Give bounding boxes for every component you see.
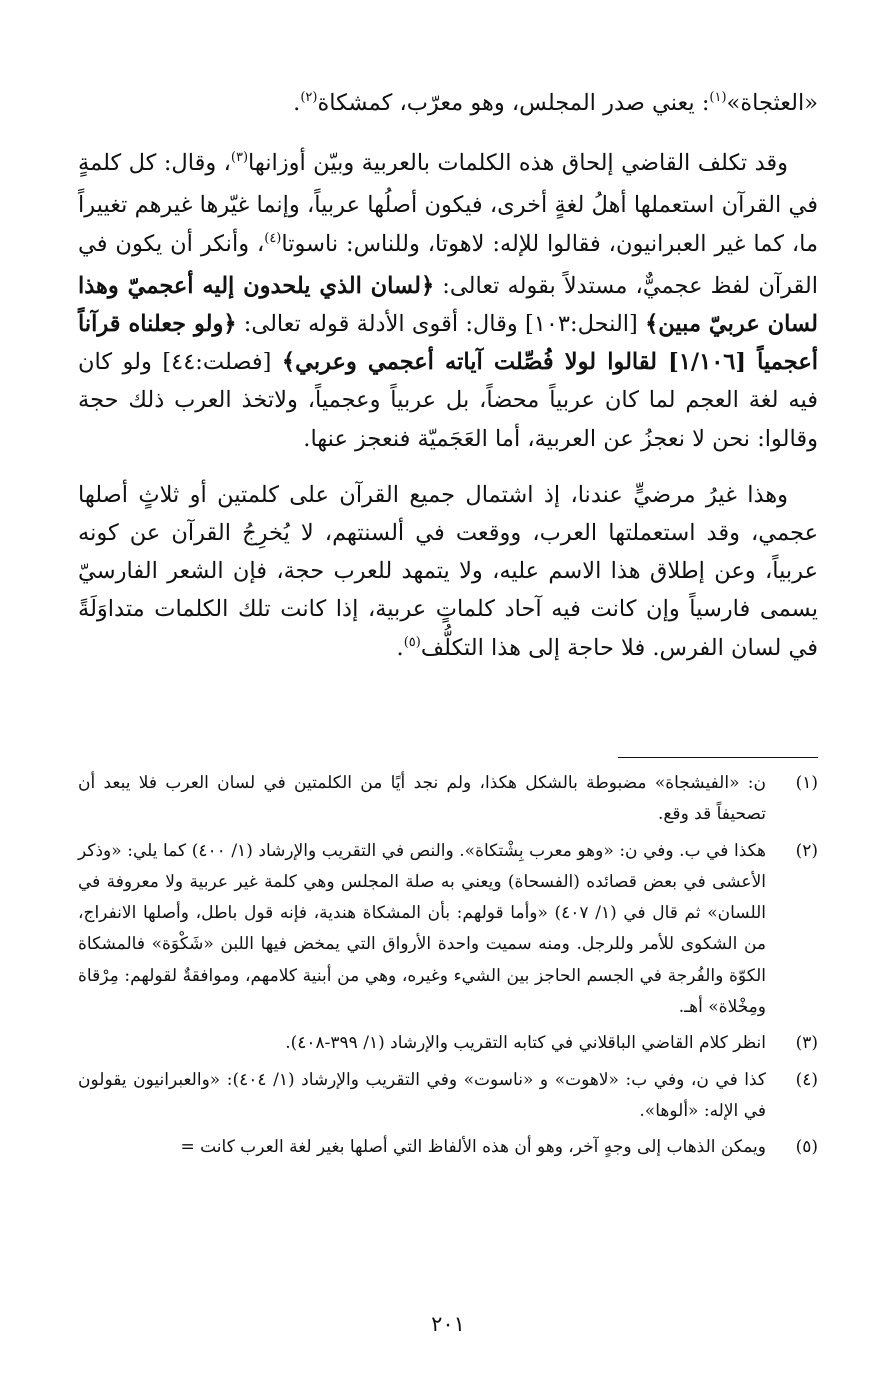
footnote-number: (٢) [795, 840, 818, 861]
footnote-text: هكذا في ب. وفي ن: «وهو معرب بِشْتكاة». والنص في التقريب والإرشاد (١/ ٤٠٠) كما يلي: «وذكر الأعشى في بعض قصائده (الفسحاة) ويعني به صلة المجلس وهي كلمة غير عربية ولا معروفة في اللسان» ثم قال في (١/ ٤٠٧) «وأما قولهم: بأن المشكاة هندية، فإنه قول باطل، وأصلها الانفراج، من الشكوى للأمر وللرجل. ومنه سميت واحدة الأرواق التي يمخض فيها اللبن «شَكْوَة» فالمشكاة الكوّة والفُرجة في الجسم الحاجز بين الشيء وغيره، وهي من أبنية كلامهم، وموافقةٌ لقولهم: مِرْقاة ومِخْلاة» أهـ. [78, 840, 766, 1018]
footnote-separator [618, 757, 818, 758]
paragraph-2-text-e: [فصلت:٤٤] ولو كان فيه لغة العجم لما كان عربياً محضاً، بل عربياً وعجمياً، ولاتخذ العرب ذلك حجة وقالوا: نحن لا نعجزُ عن العربية، أما العَجَميّة فنعجز عنها. [78, 349, 818, 452]
quran-verse-1: ﴿لسان الذي يلحدون إليه أعجميّ وهذا لسان عربيّ مبين﴾ [78, 272, 818, 338]
footnote-2 [78, 836, 818, 1024]
footnote-5 [78, 1132, 818, 1163]
footnote-text: ويمكن الذهاب إلى وجهٍ آخر، وهو أن هذه الألفاظ التي أصلها بغير لغة العرب كانت = [180, 1137, 766, 1158]
footnote-number: (٥) [795, 1137, 818, 1158]
paragraph-3-text-b: . [396, 634, 404, 661]
page-number: ٢٠١ [431, 1312, 465, 1336]
footnote-ref-1[interactable]: (١) [709, 90, 727, 105]
footnote-4 [78, 1065, 818, 1128]
paragraph-1 [78, 84, 818, 126]
footnotes [78, 768, 818, 1169]
paragraph-3 [78, 476, 818, 671]
footnote-text: انظر كلام القاضي الباقلاني في كتابه التقريب والإرشاد (١/ ٣٩٩-٤٠٨). [285, 1033, 766, 1054]
footnote-number: (٤) [795, 1069, 818, 1090]
footnote-1 [78, 768, 818, 831]
paragraph-2-text-c: ، وأنكر أن يكون في القرآن لفظ عجميٌّ، مستدلاً بقوله تعالى: [78, 230, 818, 299]
footnote-3 [78, 1028, 818, 1059]
footnote-text: ن: «الفيشجاة» مضبوطة بالشكل هكذا، ولم نجد أيًا من الكلمتين في لسان العرب فلا يبعد أن تصحيفاً قد وقع. [78, 773, 766, 825]
footnote-text: كذا في ن، وفي ب: «لاهوت» و «ناسوت» وفي التقريب والإرشاد (١/ ٤٠٤): «والعبرانيون يقولون في الإله: «ألوها». [78, 1069, 766, 1121]
paragraph-2-text-d: [النحل:١٠٣] وقال: أقوى الأدلة قوله تعالى: [236, 311, 646, 338]
paragraph-1-text-a: «العثجاة» [726, 90, 818, 116]
footnote-ref-2[interactable]: (٢) [300, 90, 318, 105]
footnote-number: (٣) [795, 1033, 818, 1054]
paragraph-2-text-a: وقد تكلف القاضي إلحاق هذه الكلمات بالعربية وبيّن أوزانها [248, 150, 788, 177]
quran-verse-2: ﴿ولو جعلناه قرآناً أعجمياً [١/١٠٦] لقالوا لولا فُصِّلت آياته أعجمي وعربي﴾ [78, 311, 818, 376]
footnote-number: (١) [795, 773, 818, 793]
footnote-ref-4[interactable]: (٤) [264, 230, 282, 246]
footnote-ref-3[interactable]: (٣) [230, 150, 249, 166]
paragraph-1-text-b: : يعني صدر المجلس، وهو معرّب، كمشكاة [317, 90, 710, 116]
book-page [78, 84, 818, 1364]
paragraph-2-text-b: ، وقال: كل كلمةٍ في القرآن استعملها أهلُ لغةٍ أخرى، فيكون أصلُها عربياً، وإنما غيّرها غيرهم تغييراً ما، كما غير العبرانيون، فقالوا للإله: لاهوتا، وللناس: ناسوتا [78, 150, 818, 257]
paragraph-1-text-c: . [293, 90, 301, 116]
paragraph-2 [78, 144, 818, 458]
footnote-ref-5[interactable]: (٥) [403, 634, 421, 650]
paragraph-3-text-a: وهذا غيرُ مرضيٍّ عندنا، إذ اشتمال جميع القرآن على كلمتين أو ثلاثٍ أصلها عجمي، وقد استعملتها العرب، ووقعت في ألسنتهم، لا يُخرِجُ القرآن عن كونه عربياً، وعن إطلاق هذا الاسم عليه، ولا يتمهد للعرب حجة، فإن الشعر الفارسيّ يسمى فارسياً وإن كانت فيه آحاد كلماتٍ عربية، إذا كانت تلك الكلمات متداوَلَةً في لسان الفرس. فلا حاجة إلى هذا التكلُّف [78, 481, 818, 661]
